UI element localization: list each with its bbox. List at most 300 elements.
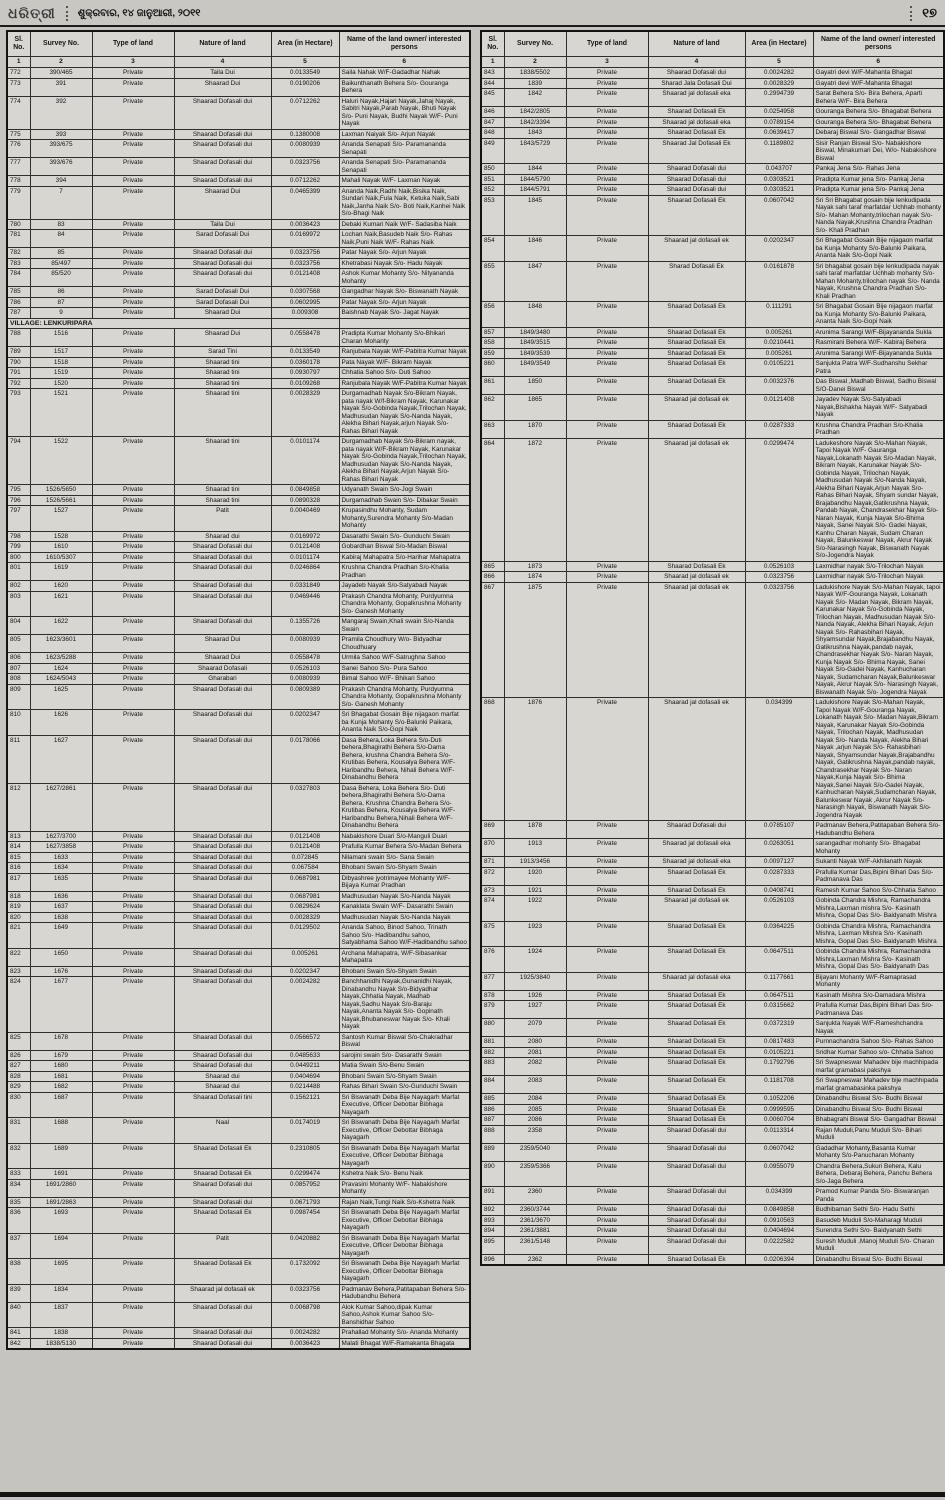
nature-of-land-cell: Shaarad Dofasali Ek [174, 1169, 271, 1180]
type-of-land-cell: Private [92, 140, 174, 158]
owner-cell: Gobinda Chandra Mishra, Ramachandra Mishra,Laxman mishra S/o- Kasinath Mishra, Gopal Das S/o- Baidyanath Mishra [813, 896, 944, 922]
type-of-land-cell: Private [92, 1208, 174, 1234]
owner-cell: Gouranga Behera S/o- Bhagabat Behera [813, 107, 944, 118]
area-cell: 0.0133549 [271, 347, 339, 358]
nature-of-land-cell: Shaarad Dofasali dui [174, 140, 271, 158]
nature-of-land-cell: Shaarad jal dofasali ek [648, 582, 745, 698]
nature-of-land-cell: Shaarad Dofasali dui [174, 1302, 271, 1328]
sl-no-cell: 782 [7, 248, 30, 259]
type-of-land-cell: Private [92, 783, 174, 831]
sl-no-cell: 864 [481, 438, 504, 561]
nature-of-land-cell: Naal [174, 1118, 271, 1144]
type-of-land-cell: Private [566, 857, 648, 868]
nature-of-land-cell: Shaarad Dofasali dui [174, 258, 271, 269]
owner-cell: Surendra Sethi S/o- Baidyanath Sethi [813, 1226, 944, 1237]
type-of-land-cell: Private [92, 1061, 174, 1072]
area-cell: 0.0133549 [271, 68, 339, 79]
sl-no-cell: 842 [7, 1338, 30, 1349]
owner-cell: Baishnab Nayak S/o- Jagat Nayak [339, 308, 470, 319]
nature-of-land-cell: Shaarad Dofasali dui [174, 1197, 271, 1208]
sl-no-cell: 893 [481, 1215, 504, 1226]
sl-no-cell: 786 [7, 297, 30, 308]
type-of-land-cell: Private [92, 873, 174, 891]
type-of-land-cell: Private [92, 495, 174, 506]
owner-cell: Urmila Sahoo W/F-Satrughna Sahoo [339, 653, 470, 664]
survey-no-cell: 87 [30, 297, 92, 308]
owner-cell: Pradipta Kumar jena S/o- Pankaj Jena [813, 174, 944, 185]
nature-of-land-cell: Sarad Dofasali Dui [174, 287, 271, 298]
area-cell: 0.0372319 [745, 1019, 813, 1037]
survey-no-cell: 1849/3539 [504, 348, 566, 359]
owner-cell: Ladukishore Nayak S/o-Mahan Nayak, tapoi Nayak W/F-Gouranga Nayak, Lokanath Nayak S/o- Madan Nayak, Bikram Nayak, Karunakar Nayak S/o-Gobinda Nayak, Trilochan Nayak, Madhusudan Nayak S/o- Nanda Nayak, Alekha Bihari Nayak, Arjun Nayak S/o- Rahasbihari Nayak, Shyamsundar Nayak,Brajabandhu Nayak, Gatikrushna Nayak,pandab nayak, Chandrasekhar Nayak S/o- Naran Nayak, Kunja Nayak S/o- Bhima Nayak, Sanei Nayak S/o-Gadei Nayak, Kanhucharan Nayak, Sudamcharan Nayak,Balunkeswar Nayak, Akrur Nayak S/o- Narasingh Nayak, Biswanath Nayak S/o- Jogendra Nayak [813, 582, 944, 698]
sl-no-cell: 780 [7, 219, 30, 230]
sl-no-cell: 813 [7, 831, 30, 842]
table-row [481, 896, 944, 922]
type-of-land-cell: Private [92, 966, 174, 977]
survey-no-cell: 1844/5791 [504, 185, 566, 196]
survey-no-cell: 1847 [504, 261, 566, 302]
area-cell: 0.0080939 [271, 140, 339, 158]
nature-of-land-cell: Shaarad Dofasali Ek [648, 302, 745, 328]
type-of-land-cell: Private [92, 902, 174, 913]
sl-no-cell: 871 [481, 857, 504, 868]
type-of-land-cell: Private [92, 129, 174, 140]
survey-no-cell: 1680 [30, 1061, 92, 1072]
table-row [7, 308, 470, 319]
survey-no-cell: 1635 [30, 873, 92, 891]
nature-of-land-cell: Shaarad Dofasali dui [648, 1236, 745, 1254]
area-cell: 0.1181708 [745, 1076, 813, 1094]
survey-no-cell: 1926 [504, 990, 566, 1001]
owner-cell: Sri Biswanath Deba Bije Nayagarh Marfat Executive, Officer Debottar Bibhaga Nayagarh [339, 1143, 470, 1169]
survey-no-cell: 1650 [30, 948, 92, 966]
area-cell: 0.005261 [745, 348, 813, 359]
owner-cell: Durgamadhab Nayak S/o-Bikram nayak, pata nayak W/F-Bikram Nayak, Karunakar Nayak S/o-Gobinda Nayak,Trilochan Nayak, Madhusudan Nayak S/o-Nanda Nayak, Alekha Bihari Nayak,Arjun Nayak S/o- Rahas Bihari Nayak [339, 437, 470, 485]
survey-no-cell: 1636 [30, 891, 92, 902]
sl-no-cell: 868 [481, 698, 504, 821]
nature-of-land-cell: Shaarad Dofasali Ek [648, 1254, 745, 1265]
nature-of-land-cell: Shaarad Dofasali dui [648, 1215, 745, 1226]
survey-no-cell: 1518 [30, 357, 92, 368]
village-section-row [7, 318, 470, 329]
owner-cell: Malati Bhagat W/F-Ramakanta Bhagata [339, 1338, 470, 1349]
table-row [481, 839, 944, 857]
type-of-land-cell: Private [92, 912, 174, 923]
survey-no-cell: 1874 [504, 572, 566, 583]
owner-cell: Dinabandhu Biswal S/o- Budhi Biswal [813, 1104, 944, 1115]
area-cell: 0.0315662 [745, 1001, 813, 1019]
table-row [7, 158, 470, 176]
nature-of-land-cell: Shaarad Dofasali dui [174, 873, 271, 891]
sl-no-cell: 843 [481, 68, 504, 79]
col-number: 3 [92, 57, 174, 68]
header-owner: Name of the land owner/ interested persons [813, 31, 944, 57]
type-of-land-cell: Private [92, 674, 174, 685]
type-of-land-cell: Private [566, 698, 648, 821]
owner-cell: Madhusudan Nayak S/o-Nanda Nayak [339, 891, 470, 902]
type-of-land-cell: Private [566, 1205, 648, 1216]
sl-no-cell: 881 [481, 1037, 504, 1048]
owner-cell: Durgamadhab Nayak S/o-Bikram Nayak, pata nayak W/f-Bikram Nayak, Karunakar Nayak S/o-Gobinda Nayak,Trilochan Nayak, Madhusudan Nayak S/o-Nanda Nayak, Alekha Bihari Nayak,arjun Nayak S/o- Rahas Bihari Nayak [339, 389, 470, 437]
area-cell: 0.0080939 [271, 674, 339, 685]
owner-cell: sarangadhar mohanty S/o- Bhagabat Mohanty [813, 839, 944, 857]
survey-no-cell: 1920 [504, 867, 566, 885]
area-cell: 0.0526103 [271, 663, 339, 674]
sl-no-cell: 884 [481, 1076, 504, 1094]
nature-of-land-cell: Shaarad Dofasali dui [648, 1187, 745, 1205]
type-of-land-cell: Private [92, 378, 174, 389]
sl-no-cell: 814 [7, 842, 30, 853]
type-of-land-cell: Private [566, 896, 648, 922]
table-row [7, 1050, 470, 1061]
sl-no-cell: 799 [7, 542, 30, 553]
area-cell: 0.0190206 [271, 78, 339, 96]
type-of-land-cell: Private [92, 735, 174, 783]
type-of-land-cell: Private [92, 581, 174, 592]
survey-no-cell: 1620 [30, 581, 92, 592]
survey-no-cell: 9 [30, 308, 92, 319]
type-of-land-cell: Private [566, 438, 648, 561]
owner-cell: Sukanti Nayak W/F-Akhilanath Nayak [813, 857, 944, 868]
table-row [481, 582, 944, 698]
area-cell: 0.0024282 [271, 977, 339, 1033]
type-of-land-cell: Private [566, 338, 648, 349]
table-row [481, 420, 944, 438]
table-row [7, 591, 470, 617]
type-of-land-cell: Private [92, 1050, 174, 1061]
area-cell: 0.1380008 [271, 129, 339, 140]
survey-no-cell: 1849/3549 [504, 359, 566, 377]
owner-cell: Ananda Sahoo, Binod Sahoo, Trinath Sahoo S/o- Hadibandhu sahoo, Satyabhama Sahoo W/F-Hadibandhu sahoo [339, 923, 470, 949]
sl-no-cell: 856 [481, 302, 504, 328]
nature-of-land-cell: Shaarad Dofasali dui [174, 966, 271, 977]
nature-of-land-cell: Shaarad Dofasali dui [174, 1061, 271, 1072]
nature-of-land-cell: Shaarad Dofasali Ek [648, 377, 745, 395]
table-row [7, 140, 470, 158]
survey-no-cell: 1844/5790 [504, 174, 566, 185]
nature-of-land-cell: Shaarad jal dofasali ek [648, 395, 745, 421]
type-of-land-cell: Private [92, 542, 174, 553]
nature-of-land-cell: Shaarad jal dofasali eka [648, 972, 745, 990]
area-cell: 0.0404694 [745, 1226, 813, 1237]
table-row [7, 581, 470, 592]
survey-no-cell: 2359/5040 [504, 1143, 566, 1161]
table-row [481, 972, 944, 990]
owner-cell: Ananda Senapati S/o- Paramananda Senapati [339, 158, 470, 176]
survey-no-cell: 1695 [30, 1259, 92, 1285]
survey-no-cell: 1870 [504, 420, 566, 438]
area-cell: 0.0174019 [271, 1118, 339, 1144]
table-row [7, 863, 470, 874]
area-cell: 0.0404694 [271, 1071, 339, 1082]
nature-of-land-cell: Shaarad Jal Dofasali Ek [648, 138, 745, 164]
type-of-land-cell: Private [92, 219, 174, 230]
table-row [7, 842, 470, 853]
table-row [7, 1208, 470, 1234]
type-of-land-cell: Private [92, 258, 174, 269]
sl-no-cell: 846 [481, 107, 504, 118]
area-cell: 0.072845 [271, 852, 339, 863]
empty-cell [271, 318, 339, 329]
table-row [481, 1125, 944, 1143]
survey-no-cell: 1624 [30, 663, 92, 674]
survey-no-cell: 1622 [30, 617, 92, 635]
type-of-land-cell: Private [92, 1233, 174, 1259]
owner-cell: Pradipta Kumar jena S/o- Pankaj Jena [813, 185, 944, 196]
type-of-land-cell: Private [566, 128, 648, 139]
type-of-land-cell: Private [566, 582, 648, 698]
column-number-row [7, 57, 470, 68]
area-cell: 0.0202347 [745, 236, 813, 262]
owner-cell: Udyanath Swain S/o-Jogi Swain [339, 485, 470, 496]
nature-of-land-cell: Shaarad Dofasali dui [648, 821, 745, 839]
table-row [7, 219, 470, 230]
sl-no-cell: 891 [481, 1187, 504, 1205]
type-of-land-cell: Private [92, 248, 174, 259]
owner-cell: Kabiraj Mahapatra S/o-Harihar Mahapatra [339, 552, 470, 563]
owner-cell: Banchhanidhi Nayak,Gunanidhi Nayak, Dinabandhu Nayak S/o-Bidyadhar Nayak,Chhatia Nayak, Madhab Nayak,Sadhu Nayak S/o-Baraju Nayak,Ananta Nayak S/o- Gopinath Nayak,Bhubaneswar Nayak S/o- Khali Nayak [339, 977, 470, 1033]
table-row [481, 395, 944, 421]
sl-no-cell: 862 [481, 395, 504, 421]
sl-no-cell: 787 [7, 308, 30, 319]
survey-no-cell: 1679 [30, 1050, 92, 1061]
sl-no-cell: 798 [7, 531, 30, 542]
nature-of-land-cell: Sarad Dofasali Dui [174, 297, 271, 308]
sl-no-cell: 860 [481, 359, 504, 377]
type-of-land-cell: Private [92, 437, 174, 485]
sl-no-cell: 826 [7, 1050, 30, 1061]
owner-cell: Prafulla Kumar Das,Bipini Bihari Das S/o- Padmanava Das [813, 1001, 944, 1019]
table-row [481, 377, 944, 395]
sl-no-cell: 859 [481, 348, 504, 359]
owner-cell: Kanaklata Swain W/F- Dasarathi Swain [339, 902, 470, 913]
type-of-land-cell: Private [92, 531, 174, 542]
nature-of-land-cell: Shaarad dui [174, 1082, 271, 1093]
sl-no-cell: 801 [7, 563, 30, 581]
owner-cell: Pramila Choudhury W/o- Bidyadhar Choudhuary [339, 635, 470, 653]
sl-no-cell: 811 [7, 735, 30, 783]
type-of-land-cell: Private [92, 1143, 174, 1169]
area-cell: 0.0323756 [745, 572, 813, 583]
type-of-land-cell: Private [92, 1259, 174, 1285]
survey-no-cell: 1843 [504, 128, 566, 139]
survey-no-cell: 1676 [30, 966, 92, 977]
survey-no-cell: 1528 [30, 531, 92, 542]
area-cell: 0.0955079 [745, 1161, 813, 1187]
type-of-land-cell: Private [566, 839, 648, 857]
owner-cell: Bhobani Swain S/o-Shyam Swain [339, 863, 470, 874]
owner-cell: Sri Biswanath Deba Bije Nayagarh Marfat Executive, Officer Debottar Bibhaga Nayagarh [339, 1118, 470, 1144]
owner-cell: Ladukeshore Nayak S/o-Mahan Nayak, Tapoi Nayak W/F- Gauranga Nayak,Lokanath Nayak S/o-Madan Nayak, Bikram Nayak, Karunakar Nayak S/o-Gobinda Nayak, Trilochan Nayak, Madhusudan Nayak S/o-Nanda Nayak, Alekha Bihari Nayak,Arjun Nayak S/o-Rahas Bihari Nayak, Shyam sundar Nayak, Brajabandhu Nayak,Gatikrushna Nayak, Pandab Nayak, Chandrasekhar Nayak S/o-Naran Nayak, Kunja Nayak S/o-Bhima Nayak, Sanei Nayak S/o- Gadei Nayak, Kanhu Charan Nayak, Sudam Charan Nayak, Balunkeswar Nayak, Akrur Nayak S/o-Narasingh Nayak, Biswanath Nayak S/o-Jogendra Nayak [813, 438, 944, 561]
table-row [481, 698, 944, 821]
nature-of-land-cell: Shaarad Dofasali dui [648, 1161, 745, 1187]
type-of-land-cell: Private [566, 236, 648, 262]
col-number: 1 [481, 57, 504, 68]
land-records-table-right [480, 30, 945, 1266]
type-of-land-cell: Private [92, 863, 174, 874]
type-of-land-cell: Private [92, 158, 174, 176]
type-of-land-cell: Private [566, 572, 648, 583]
table-row [481, 117, 944, 128]
table-row [7, 531, 470, 542]
sl-no-cell: 817 [7, 873, 30, 891]
area-cell: 0.0566572 [271, 1032, 339, 1050]
area-cell: 0.2994739 [745, 89, 813, 107]
type-of-land-cell: Private [566, 1076, 648, 1094]
header-area: Area (in Hectare) [745, 31, 813, 57]
type-of-land-cell: Private [92, 831, 174, 842]
area-cell: 0.0930797 [271, 368, 339, 379]
area-cell: 0.0129502 [271, 923, 339, 949]
sl-no-cell: 815 [7, 852, 30, 863]
owner-cell: Sri Biswanath Deba Bije Nayagarh Marfat Executive, Officer Debottar Bibhaga Nayagarh [339, 1208, 470, 1234]
nature-of-land-cell: Shaarad Dofasali dui [174, 710, 271, 736]
sl-no-cell: 890 [481, 1161, 504, 1187]
survey-no-cell: 1844 [504, 164, 566, 175]
table-row [7, 269, 470, 287]
table-row [481, 1019, 944, 1037]
type-of-land-cell: Private [92, 1169, 174, 1180]
table-row [7, 552, 470, 563]
nature-of-land-cell: Shaarad jal dofasali ek [648, 438, 745, 561]
owner-cell: Lochan Naik,Basudeb Naik S/o- Rahas Naik,Puni Naik W/F- Rahas Naik [339, 230, 470, 248]
owner-cell: Nilamani swain S/o- Sana Swain [339, 852, 470, 863]
area-cell: 0.0202347 [271, 966, 339, 977]
area-cell: 0.0809389 [271, 684, 339, 710]
sl-no-cell: 789 [7, 347, 30, 358]
area-cell: 0.0214488 [271, 1082, 339, 1093]
table-row [481, 138, 944, 164]
area-cell: 0.067584 [271, 863, 339, 874]
nature-of-land-cell: Shaarad Dofasali Ek [648, 1104, 745, 1115]
nature-of-land-cell: Shaarad jal dofasali eka [648, 89, 745, 107]
type-of-land-cell: Private [92, 186, 174, 219]
sl-no-cell: 796 [7, 495, 30, 506]
nature-of-land-cell: Shaarad Dofasali dui [174, 269, 271, 287]
area-cell: 0.0647511 [745, 947, 813, 973]
owner-cell: Kasinath Mishra S/o-Damadara Mishra [813, 990, 944, 1001]
owner-cell: Laxmidhar nayak S/o-Trilochan Nayak [813, 561, 944, 572]
sl-no-cell: 804 [7, 617, 30, 635]
area-cell: 0.0040469 [271, 506, 339, 532]
type-of-land-cell: Private [92, 287, 174, 298]
table-row [481, 1037, 944, 1048]
type-of-land-cell: Private [566, 377, 648, 395]
table-row [7, 1179, 470, 1197]
owner-cell: Mahali Nayak W/F- Laxman Nayak [339, 176, 470, 187]
type-of-land-cell: Private [92, 842, 174, 853]
owner-cell: Sri Biswanath Deba Bije Nayagarh Marfat Executive, Officer Debottar Bibhaga Nayagarh [339, 1092, 470, 1118]
col-number: 4 [174, 57, 271, 68]
nature-of-land-cell: Taila Dui [174, 68, 271, 79]
type-of-land-cell: Private [566, 1058, 648, 1076]
nature-of-land-cell: Shaarad Dofasali Ek [648, 561, 745, 572]
sl-no-cell: 877 [481, 972, 504, 990]
area-cell: 0.0323756 [271, 158, 339, 176]
area-cell: 0.1792796 [745, 1058, 813, 1076]
sl-no-cell: 790 [7, 357, 30, 368]
owner-cell: Suresh Muduli ,Manoj Muduli S/o- Charan Muduli [813, 1236, 944, 1254]
area-cell: 0.0178066 [271, 735, 339, 783]
area-cell: 0.0485633 [271, 1050, 339, 1061]
sl-no-cell: 806 [7, 653, 30, 664]
nature-of-land-cell: Shaarad Dofasali Ek [648, 990, 745, 1001]
survey-no-cell: 1682 [30, 1082, 92, 1093]
survey-no-cell: 83 [30, 219, 92, 230]
table-row [7, 1082, 470, 1093]
area-cell: 0.0287333 [745, 420, 813, 438]
owner-cell: Pata Nayak W/F- Bikram Nayak [339, 357, 470, 368]
col-number: 5 [271, 57, 339, 68]
area-cell: 0.0028329 [271, 912, 339, 923]
owner-cell: Pradipta Kumar Mohanty S/o-Bhikari Charan Mohanty [339, 329, 470, 347]
area-cell: 0.0323756 [271, 248, 339, 259]
owner-cell: Ladukishore Nayak S/o-Mahan Nayak, Tapoi Nayak W/F-Gouranga Nayak, Lokanath Nayak S/o- Madan Nayak,Bikram Nayak, Karunakar Nayak S/o-Gobinda Nayak, Trilochan Nayak, Madhusudan Nayak S/o- Nanda Nayak, Alekha Bihari Nayak ,arjun Nayak S/o- Rahasbihari Nayak, Shyamsundar Nayak,Brajabandhu Nayak, Gatikrushna Nayak,pandab nayak, Chandrasekhar Nayak S/o- Naran Nayak,Kunja Nayak S/o- Bhima Nayak,Sanei Nayak S/o-Gadei Nayak, Kanhucharan Nayak,Sudamcharan Nayak, Balunkeswar Nayak ,Akrur Nayak S/o- Narasingh Nayak, Biswanath Nayak S/o- Jogendra Nayak [813, 698, 944, 821]
area-cell: 0.0785107 [745, 821, 813, 839]
nature-of-land-cell: Shaarad jal dofasali eka [648, 117, 745, 128]
table-row [7, 129, 470, 140]
table-row [481, 185, 944, 196]
survey-no-cell: 1913 [504, 839, 566, 857]
sl-no-cell: 870 [481, 839, 504, 857]
sl-no-cell: 791 [7, 368, 30, 379]
sl-no-cell: 867 [481, 582, 504, 698]
table-row [7, 96, 470, 129]
type-of-land-cell: Private [566, 1236, 648, 1254]
sl-no-cell: 854 [481, 236, 504, 262]
nature-of-land-cell: Shaarad Dofasali dui [174, 542, 271, 553]
header-type-of-land: Type of land [566, 31, 648, 57]
sl-no-cell: 882 [481, 1047, 504, 1058]
area-cell: 0.0607042 [745, 1143, 813, 1161]
area-cell: 0.0024282 [745, 68, 813, 79]
type-of-land-cell: Private [566, 78, 648, 89]
owner-cell: Ananda Senapati S/o- Paramananda Senapati [339, 140, 470, 158]
owner-cell: Sanjukta Nayak W/F-Rameshchandra Nayak [813, 1019, 944, 1037]
survey-no-cell: 1626 [30, 710, 92, 736]
table-header-row [481, 31, 944, 57]
area-cell: 0.0024282 [271, 1328, 339, 1339]
type-of-land-cell: Private [92, 977, 174, 1033]
owner-cell: Patar Nayak S/o- Arjun Nayak [339, 248, 470, 259]
area-cell: 0.0910563 [745, 1215, 813, 1226]
survey-no-cell: 1849/3515 [504, 338, 566, 349]
type-of-land-cell: Private [92, 591, 174, 617]
owner-cell: Gadadhar Mohanty,Basanta Kumar Mohanty S/o-Panucharan Mohanty [813, 1143, 944, 1161]
header-nature-of-land: Nature of land [648, 31, 745, 57]
sl-no-cell: 848 [481, 128, 504, 139]
survey-no-cell: 1927 [504, 1001, 566, 1019]
owner-cell: Arunima Sarangi W/F-Bijayananda Sukla [813, 348, 944, 359]
survey-no-cell: 1526/5650 [30, 485, 92, 496]
table-row [7, 1071, 470, 1082]
survey-no-cell: 1627 [30, 735, 92, 783]
type-of-land-cell: Private [92, 1092, 174, 1118]
sl-no-cell: 837 [7, 1233, 30, 1259]
table-row [7, 966, 470, 977]
table-row [481, 78, 944, 89]
table-row [481, 1104, 944, 1115]
table-row [7, 357, 470, 368]
type-of-land-cell: Private [566, 107, 648, 118]
type-of-land-cell: Private [566, 164, 648, 175]
owner-cell: Rasmirani Behera W/F- Kabiraj Behera [813, 338, 944, 349]
nature-of-land-cell: Shaarad Dofasali dui [174, 158, 271, 176]
col-number: 6 [813, 57, 944, 68]
nature-of-land-cell: Shaarad tini [174, 485, 271, 496]
survey-no-cell: 2085 [504, 1104, 566, 1115]
sl-no-cell: 839 [7, 1284, 30, 1302]
